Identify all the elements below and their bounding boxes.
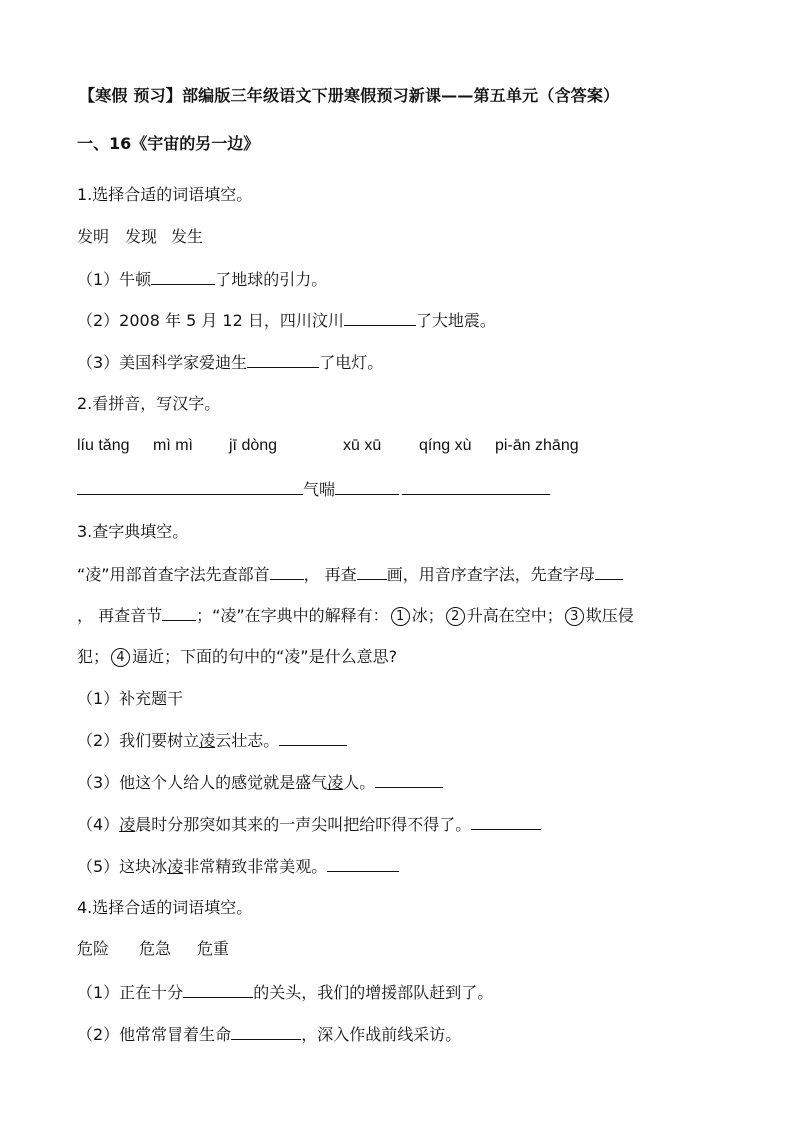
document-title: 【寒假 预习】部编版三年级语文下册寒假预习新课——第五单元（含答案）	[79, 86, 620, 105]
answer-blank[interactable]	[183, 981, 253, 998]
q3-item-text: （5）这块冰	[77, 857, 168, 876]
answer-blank[interactable]	[151, 268, 215, 285]
q3-meaning: 欺压侵	[585, 606, 634, 625]
q1-option: 发现	[125, 227, 158, 246]
q4-stem: 4.选择合适的词语填空。	[77, 898, 253, 917]
q1-item-1	[77, 268, 327, 291]
q4-item-2	[77, 1023, 461, 1046]
answer-blank[interactable]	[327, 855, 399, 872]
answer-blank[interactable]	[335, 478, 399, 495]
answer-blank[interactable]	[270, 563, 304, 580]
answer-blank[interactable]	[357, 563, 387, 580]
q1-item-3	[77, 351, 383, 374]
q3-meaning: 逼近；下面的句中的“凌”是什么意思?	[132, 647, 398, 666]
q1-item-text: （1）牛顿	[77, 270, 152, 289]
q1-item-text: （2）2008 年 5 月 12 日，四川汶川	[77, 311, 344, 330]
q4-item-text: 的关头，我们的增援部队赶到了。	[253, 983, 494, 1002]
circled-number-1: 1	[391, 607, 410, 626]
q2-stem: 2.看拼音，写汉字。	[77, 394, 221, 413]
q3-text: 画，用音序查字法，先查字母	[386, 565, 595, 584]
answer-blank[interactable]	[279, 729, 347, 746]
circled-number-3: 3	[565, 607, 584, 626]
pinyin-item: pi-ān zhāng	[495, 437, 579, 454]
q4-option: 危险	[77, 939, 110, 958]
pinyin-item: líu tǎng	[77, 437, 130, 454]
q3-item-text: （2）我们要树立	[77, 731, 200, 750]
pinyin-item: mì mì	[153, 437, 193, 454]
pinyin-row	[77, 435, 579, 457]
underlined-char: 凌	[327, 773, 344, 792]
q4-item-text: ，深入作战前线采访。	[301, 1025, 462, 1044]
q3-item-text: （4）	[77, 815, 120, 834]
q1-stem: 1.选择合适的词语填空。	[77, 185, 253, 204]
q1-item-text: 了大地震。	[415, 311, 496, 330]
q4-item-1	[77, 981, 493, 1004]
answer-blank[interactable]	[344, 309, 416, 326]
q3-text: 犯；	[77, 647, 110, 666]
q3-text: ， 再查音节	[77, 606, 163, 625]
answer-blank[interactable]	[402, 478, 550, 495]
pinyin-item: qíng xù	[419, 437, 472, 454]
q4-item-text: （2）他常常冒着生命	[77, 1025, 232, 1044]
answer-blank[interactable]	[231, 1023, 301, 1040]
q3-paragraph-line-3	[77, 646, 397, 668]
q3-item-text: 非常精致非常美观。	[183, 857, 328, 876]
q1-option: 发生	[171, 227, 204, 246]
q1-item-text: （3）美国科学家爱迪生	[77, 353, 248, 372]
q3-item-2	[77, 729, 347, 752]
answer-blank[interactable]	[162, 604, 196, 621]
q4-options	[77, 938, 229, 960]
circled-number-2: 2	[446, 607, 465, 626]
q4-option: 危急	[139, 939, 172, 958]
q3-text: ， 再查	[303, 565, 357, 584]
answer-blank[interactable]	[471, 813, 541, 830]
underlined-char: 凌	[167, 857, 184, 876]
q3-item-text: （3）他这个人给人的感觉就是盛气	[77, 773, 328, 792]
pinyin-item: xū xū	[343, 437, 382, 454]
q1-item-text: 了电灯。	[319, 353, 384, 372]
q3-item-4	[77, 813, 541, 836]
underlined-char: 凌	[119, 815, 136, 834]
q3-item-text: 晨时分那突如其来的一声尖叫把给吓得不得了。	[135, 815, 472, 834]
q3-item-text: 云壮志。	[215, 731, 280, 750]
q3-item-5	[77, 855, 399, 878]
q2-given-word: 气喘	[303, 480, 336, 499]
q4-item-text: （1）正在十分	[77, 983, 184, 1002]
q3-item-3	[77, 771, 443, 794]
q2-answer-row	[77, 478, 550, 501]
q3-text: ；“凌”在字典中的解释有：	[196, 606, 389, 625]
q3-item-1: （1）补充题干	[77, 689, 184, 708]
q4-option: 危重	[197, 939, 230, 958]
answer-blank[interactable]	[595, 563, 623, 580]
underlined-char: 凌	[199, 731, 216, 750]
q1-item-2	[77, 309, 496, 332]
q1-options	[77, 226, 203, 248]
section-heading: 一、16《宇宙的另一边》	[77, 134, 260, 153]
pinyin-item: jī dòng	[229, 437, 278, 454]
q3-meaning: 冰；	[411, 606, 444, 625]
q3-meaning: 升高在空中；	[466, 606, 563, 625]
q3-item-text: 人。	[343, 773, 376, 792]
answer-blank[interactable]	[247, 351, 319, 368]
q1-item-text: 了地球的引力。	[215, 270, 328, 289]
q3-paragraph-line-2	[77, 604, 634, 627]
q3-text: “凌”用部首查字法先查部首	[77, 565, 270, 584]
q3-paragraph-line-1	[77, 563, 623, 586]
circled-number-4: 4	[111, 648, 130, 667]
q3-stem: 3.查字典填空。	[77, 522, 189, 541]
q1-option: 发明	[77, 227, 110, 246]
answer-blank[interactable]	[77, 478, 303, 495]
answer-blank[interactable]	[375, 771, 443, 788]
